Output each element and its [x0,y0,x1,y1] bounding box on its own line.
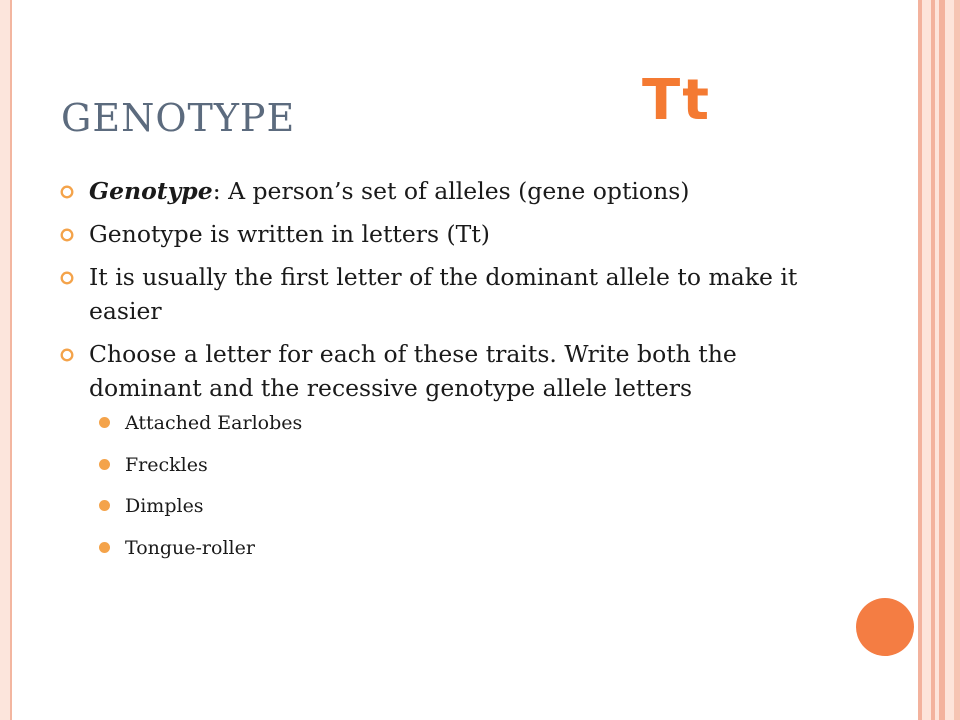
sub-bullet-item [89,409,840,437]
highlight-genotype: Tt [642,68,711,133]
bullet-item [60,174,840,208]
sub-bullet-item [89,492,840,520]
bullet-text: Genotype is written in letters (Tt) [89,220,490,248]
circle-bullet-icon [60,185,74,199]
dot-bullet-icon [99,459,110,470]
sub-bullet-text: Freckles [125,453,208,476]
circle-bullet-icon [60,348,74,362]
sub-bullet-list [89,409,840,562]
dot-bullet-icon [99,417,110,428]
slide-title: GENOTYPE [61,96,296,140]
dot-bullet-icon [99,542,110,553]
sub-bullet-item [89,451,840,479]
bullet-text: Choose a letter for each of these traits. Write both the dominant and the recessive genotype allele letters [89,340,737,402]
bullet-item [60,337,840,562]
bullet-item [60,217,840,251]
circle-bullet-icon [60,271,74,285]
decorative-circle [856,598,914,656]
term-genotype: Genotype [89,177,213,205]
bullet-text: It is usually the first letter of the dominant allele to make it easier [89,263,798,325]
sub-bullet-text: Tongue-roller [125,536,255,559]
bullet-list [60,174,840,575]
left-border [0,0,12,720]
right-decorative-stripes [918,0,960,720]
circle-bullet-icon [60,228,74,242]
bullet-item [60,260,840,328]
dot-bullet-icon [99,500,110,511]
sub-bullet-text: Dimples [125,495,204,517]
sub-bullet-text: Attached Earlobes [125,412,303,434]
sub-bullet-item [89,534,840,562]
bullet-text: : A person’s set of alleles (gene options) [212,177,690,205]
